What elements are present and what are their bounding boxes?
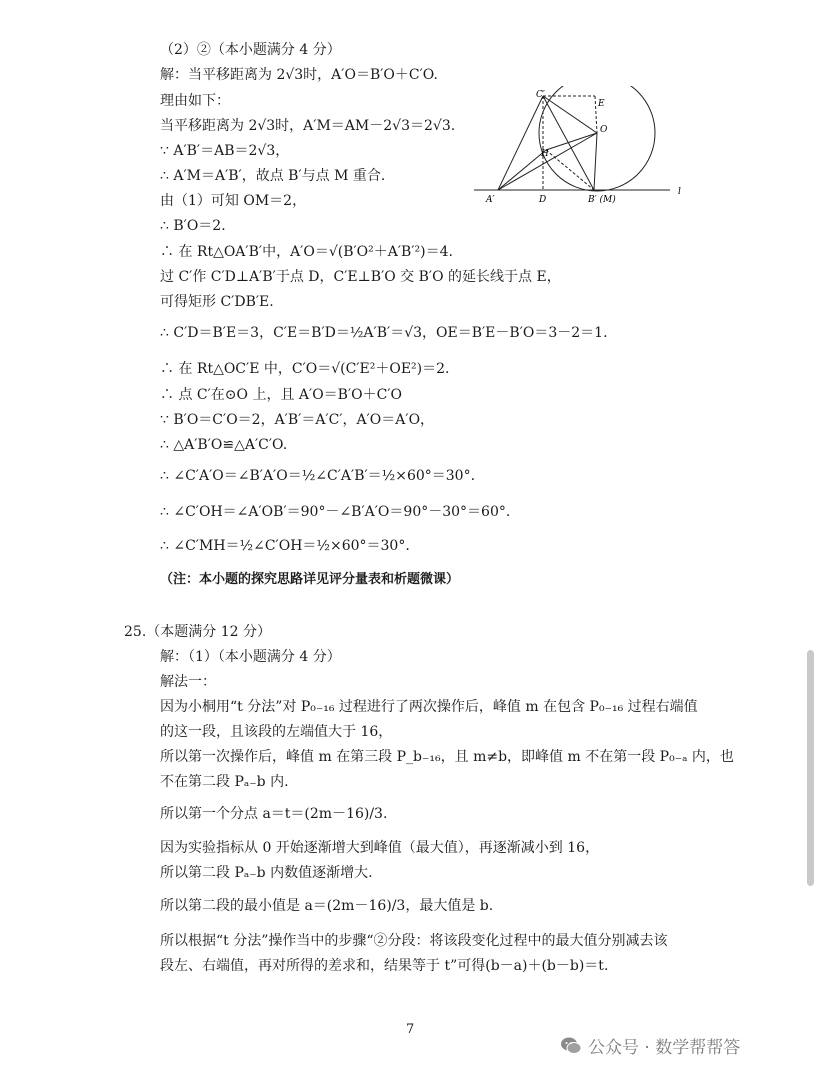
note-line: （注：本小题的探究思路详见评分量表和析题微课） xyxy=(160,572,460,587)
text-line: 解法一： xyxy=(160,674,216,690)
text-line: ∴ 在 Rt△OC′E 中，C′O＝√(C′E²＋OE²)＝2. xyxy=(160,361,450,377)
label-e: E xyxy=(598,99,605,109)
segment-co xyxy=(543,96,597,133)
label-bm: B′ (M) xyxy=(588,195,616,205)
text-line: 因为小桐用“t 分法”对 P₀₋₁₆ 过程进行了两次操作后，峰值 m 在包含 P₀₋₁₆ 过程右端值 xyxy=(160,699,698,715)
segment-ac xyxy=(498,96,543,190)
text-line: 所以根据“t 分法”操作当中的步骤“②分段：将该段变化过程中的最大值分别减去该 xyxy=(160,933,668,949)
geometry-figure xyxy=(470,86,692,212)
text-line: ∴ ∠C′OH＝∠A′OB′＝90°－∠B′A′O＝90°－30°＝60°. xyxy=(160,504,511,520)
watermark-text: 公众号 · 数学帮帮答 xyxy=(588,1038,741,1058)
text-line: 的这一段，且该段的左端值大于 16， xyxy=(160,724,393,740)
text-line: 过 C′作 C′D⊥A′B′于点 D，C′E⊥B′O 交 B′O 的延长线于点 E， xyxy=(160,269,561,285)
label-c: C′ xyxy=(536,90,545,100)
text-line: ∴ C′D＝B′E＝3，C′E＝B′D＝½A′B′＝√3，OE＝B′E－B′O＝3－2＝1. xyxy=(160,325,608,341)
label-d: D xyxy=(539,195,547,205)
text-line: ∴ 点 C′在⊙O 上，且 A′O＝B′O＋C′O xyxy=(160,387,402,403)
text-line: ∵ B′O＝C′O＝2，A′B′＝A′C′，A′O＝A′O， xyxy=(160,412,435,428)
segment-ah xyxy=(498,150,546,190)
watermark xyxy=(560,1033,740,1058)
text-line: 所以第一次操作后，峰值 m 在第三段 P_b₋₁₆，且 m≠b，即峰值 m 不在第一段 P₀₋ₐ 内，也 xyxy=(160,749,734,765)
label-h: H xyxy=(541,149,549,159)
text-line: ∴ B′O＝2. xyxy=(160,218,226,234)
text-line: 由（1）可知 OM＝2， xyxy=(160,193,307,209)
text-line: 因为实验指标从 0 开始逐渐增大到峰值（最大值），再逐渐减小到 16， xyxy=(160,840,600,856)
text-line: 不在第二段 Pₐ₋b 内. xyxy=(160,774,289,790)
segment-bo xyxy=(594,133,597,190)
text-line: 当平移距离为 2√3时，A′M＝AM－2√3＝2√3. xyxy=(160,118,456,134)
page-number: 7 xyxy=(406,1022,415,1037)
segment-oe xyxy=(595,96,597,133)
text-line: ∴ A′M＝A′B′，故点 B′与点 M 重合. xyxy=(160,168,386,184)
text-line: 可得矩形 C′DB′E. xyxy=(160,294,274,310)
subquestion-heading: （2）②（本小题满分 4 分） xyxy=(160,42,341,58)
text-line: 解：当平移距离为 2√3时，A′O＝B′O＋C′O. xyxy=(160,67,438,83)
text-line: ∴ ∠C′MH＝½∠C′OH＝½×60°＝30°. xyxy=(160,538,410,554)
text-line: 所以第二段 Pₐ₋b 内数值逐渐增大. xyxy=(160,865,373,881)
text-line: 所以第一个分点 a＝t＝(2m－16)/3. xyxy=(160,806,388,822)
scrollbar-thumb[interactable] xyxy=(807,650,814,886)
text-line: ∴ △A′B′O≌△A′C′O. xyxy=(160,437,288,453)
segment-ao xyxy=(498,133,597,190)
text-line: 所以第二段的最小值是 a＝(2m－16)/3，最大值是 b. xyxy=(160,898,494,914)
label-o: O xyxy=(600,125,608,135)
text-line: ∵ A′B′＝AB＝2√3， xyxy=(160,143,290,159)
question-heading: 25.（本题满分 12 分） xyxy=(124,624,271,640)
text-line: 段左、右端值，再对所得的差求和，结果等于 t”可得(b－a)＋(b－b)＝t. xyxy=(160,958,609,974)
label-l: l xyxy=(678,187,681,197)
wechat-icon xyxy=(560,1035,582,1057)
text-line: 解：（1）（本小题满分 4 分） xyxy=(160,649,341,665)
text-line: ∴ 在 Rt△OA′B′中，A′O＝√(B′O²＋A′B′²)＝4. xyxy=(160,244,453,260)
label-a: A′ xyxy=(486,195,495,205)
text-line: 理由如下： xyxy=(160,93,230,109)
text-line: ∴ ∠C′A′O＝∠B′A′O＝½∠C′A′B′＝½×60°＝30°. xyxy=(160,468,476,484)
